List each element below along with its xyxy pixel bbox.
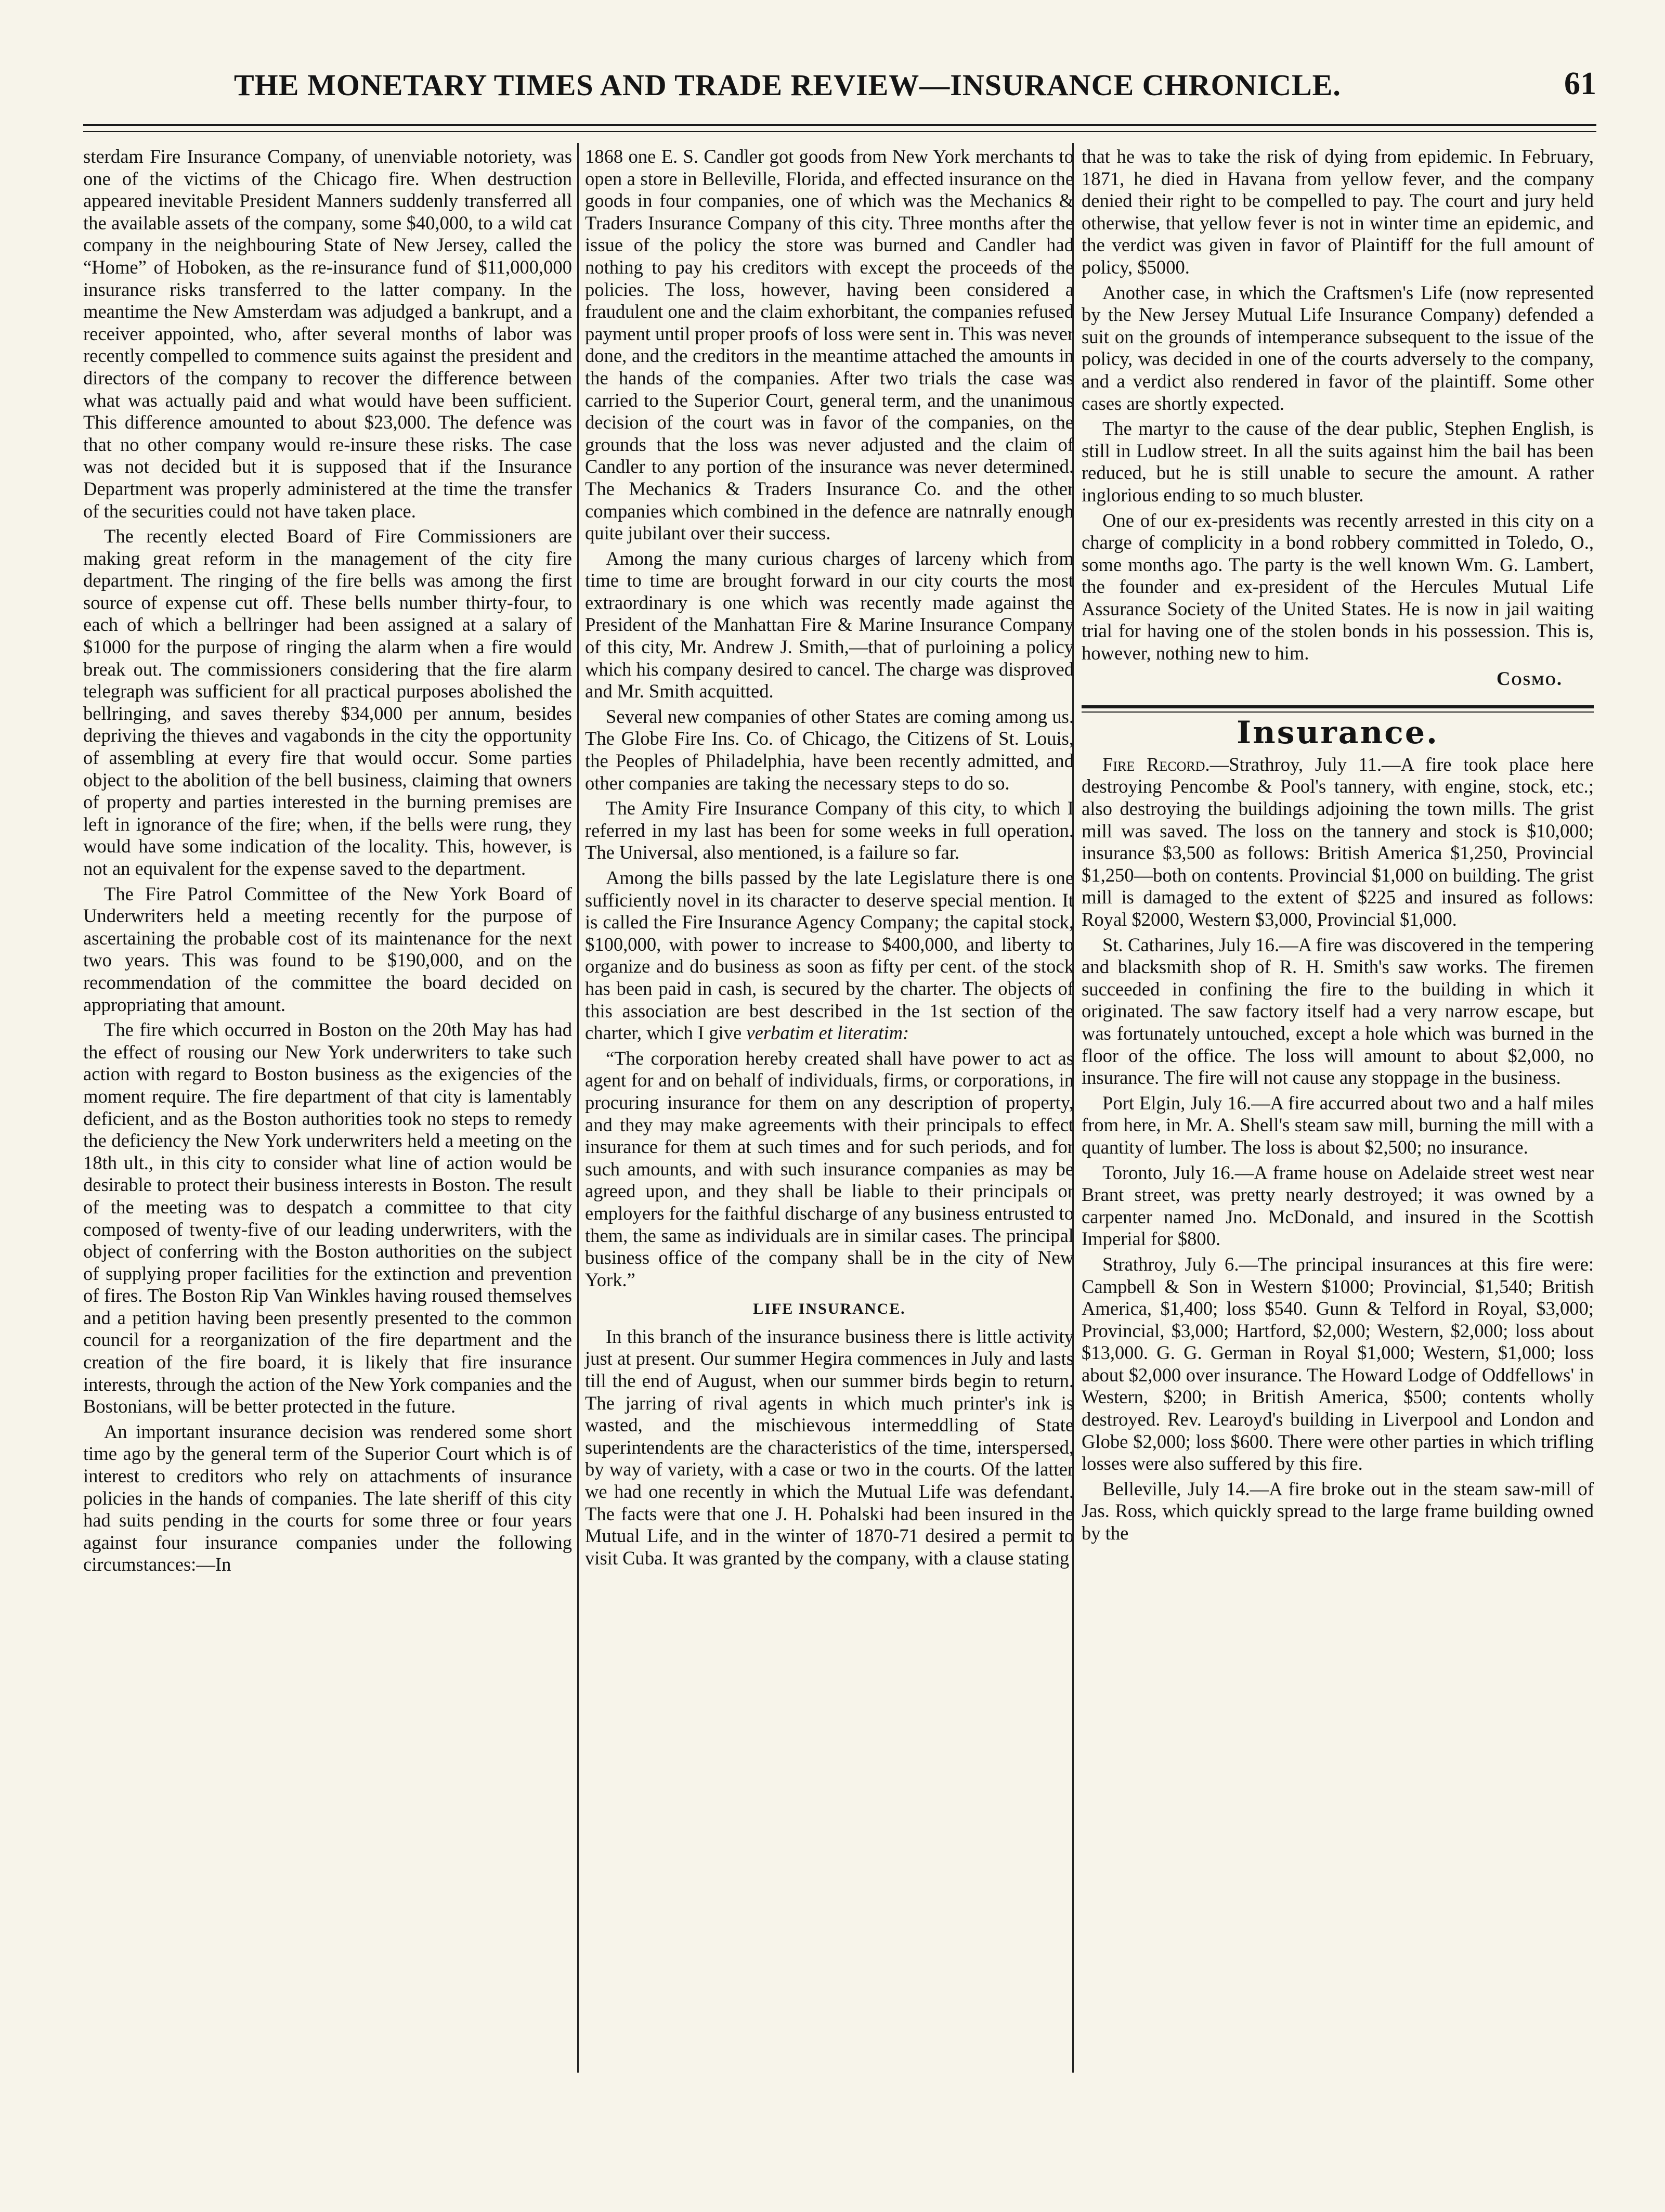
paragraph: The Fire Patrol Committee of the New York Board of Underwriters held a meeting recently for the purpose of ascertaining the probable cost of its maintenance for the next two years. This was found to be $190,000, and on the recommendation of the committee the board decided on appropriating that amount.	[83, 883, 572, 1015]
latin-phrase: verbatim et literatim:	[746, 1022, 909, 1044]
paragraph	[585, 867, 1074, 1044]
paragraph: Several new companies of other States are coming among us. The Globe Fire Ins. Co. of Chicago, the Citizens of St. Louis, the Peoples of Philadelphia, have been recently admitted, and other companies are taking the necessary steps to do so.	[585, 705, 1074, 794]
paragraph: An important insurance decision was rendered some short time ago by the general term of the Superior Court which is of interest to creditors who rely on attachments of insurance policies in the hands of companies. The late sheriff of this city had suits pending in the courts for some three or four years against four insurance companies under the following circumstances:—In	[83, 1420, 572, 1575]
header-rule-thick	[83, 124, 1596, 126]
paragraph: that he was to take the risk of dying from epidemic. In February, 1871, he died in Havana from yellow fever, and the company denied their right to be compelled to pay. The court and jury held otherwise, that yellow fever is not in winter time an epidemic, and the verdict was given in favor of Plaintiff for the full amount of policy, $5000.	[1082, 146, 1594, 278]
column-3	[1082, 146, 1594, 1548]
insurance-section-title: Insurance.	[1237, 715, 1439, 752]
fire-record-lead: Fire Record.	[1102, 753, 1210, 775]
column-divider-1	[577, 143, 579, 2073]
paragraph: Another case, in which the Craftsmen's Life (now represented by the New Jersey Mutual Life Insurance Company) defended a suit on the grounds of intemperance subsequent to the issue of the policy, was decided in one of the courts adversely to the company, and a verdict also rendered in favor of the plaintiff. Some other cases are shortly expected.	[1082, 281, 1594, 414]
life-insurance-heading: LIFE INSURANCE.	[753, 1300, 906, 1318]
paragraph: In this branch of the insurance business there is little activity just at present. Our summer Hegira commences in July and lasts till the end of August, when our summer birds begin to return. The jarring of rival agents in which much printer's ink is wasted, and the mischievous intermeddling of State superintendents are the characteristics of the time, interspersed, by way of variety, with a case or two in the courts. Of the latter we had one recently in which the Mutual Life was defendant. The facts were that one J. H. Pohalski had been insured in the Mutual Life, and in the winter of 1870-71 desired a permit to visit Cuba. It was granted by the company, with a clause stating	[585, 1325, 1074, 1569]
section-rule-thick	[1082, 705, 1594, 708]
column-2	[585, 146, 1074, 1572]
paragraph: 1868 one E. S. Candler got goods from New York merchants to open a store in Belleville, Florida, and effected insurance on the goods in four companies, one of which was the Mechanics & Traders Insurance Company of this city. Three months after the issue of the policy the store was burned and Candler had nothing to pay his creditors with except the proceeds of the policies. The loss, however, having been considered a fraudulent one and the claim exhorbitant, the companies refused payment until proper proofs of loss were sent in. This was never done, and the creditors in the meantime attached the amounts in the hands of the companies. After two trials the case was carried to the Superior Court, general term, and the unanimous decision of the court was in favor of the companies, on the grounds that the loss was never adjusted and the claim of Candler to any portion of the insurance was never determined. The Mechanics & Traders Insurance Co. and the other companies which combined in the defence are natnrally enough quite jubilant over their success.	[585, 146, 1074, 544]
paragraph: The Amity Fire Insurance Company of this city, to which I referred in my last has been for some weeks in full operation. The Universal, also mentioned, is a failure so far.	[585, 797, 1074, 863]
paragraph: Strathroy, July 6.—The principal insurances at this fire were: Campbell & Son in Western $1000; Provincial, $1,540; British America, $1,400; loss $540. Gunn & Telford in Royal, $3,000; Provincial, $3,000; Hartford, $2,000; Western, $2,000; loss about $13,000. G. G. German in Royal $1,000; Western, $1,000; loss about $2,000 over insurance. The Howard Lodge of Oddfellows' in Western, $200; in British America, $500; contents wholly destroyed. Rev. Learoyd's building in Liverpool and London and Globe $2,000; loss $600. There were other parties in which trifling losses were also suffered by this fire.	[1082, 1253, 1594, 1474]
header-rule-thin	[83, 131, 1596, 132]
paragraph	[1082, 754, 1594, 931]
paragraph: One of our ex-presidents was recently arrested in this city on a charge of complicity in a bond robbery committed in Toledo, O., some months ago. The party is the well known Wm. G. Lambert, the founder and ex-president of the Hercules Mutual Life Assurance Society of the United States. He is now in jail waiting trial for having one of the stolen bonds in his possession. This is, however, nothing new to him.	[1082, 509, 1594, 664]
paragraph: Port Elgin, July 16.—A fire accurred about two and a half miles from here, in Mr. A. Shell's steam saw mill, burning the mill with a quantity of lumber. The loss is about $2,500; no insurance.	[1082, 1092, 1594, 1158]
section-rule-thin	[1082, 712, 1594, 713]
paragraph: Toronto, July 16.—A frame house on Adelaide street west near Brant street, was pretty nearly destroyed; it was owned by a carpenter named Jno. McDonald, and insured in the Scottish Imperial for $800.	[1082, 1161, 1594, 1250]
paragraph-text: Among the bills passed by the late Legislature there is one sufficiently novel in its character to deserve special mention. It is called the Fire Insurance Agency Company; the capital stock, $100,000, with power to increase to $400,000, and liberty to organize and do business as soon as fifty per cent. of the stock has been paid in cash, is secured by the charter. The objects of this association are best described in the 1st section of the charter, which I give	[585, 867, 1074, 1044]
publication-title: THE MONETARY TIMES AND TRADE REVIEW—INSURANCE CHRONICLE.	[234, 68, 1341, 102]
charter-quote: “The corporation hereby created shall have power to act as agent for and on behalf of individuals, firms, or corporations, in procuring insurance for them on any description of property, and they may make agreements with their principals to effect insurance for them at such times and for such periods, and for such amounts, and with such insurance companies as may be agreed upon, and they shall be liable to their principals or employers for the faithful discharge of any business entrusted to them, the same as individuals are in similar cases. The principal business office of the company shall be in the city of New York.”	[585, 1047, 1074, 1290]
paragraph: The martyr to the cause of the dear public, Stephen English, is still in Ludlow street. In all the suits against him the bail has been reduced, but he is still unable to secure the amount. A rather inglorious ending to so much bluster.	[1082, 418, 1594, 506]
page-number: 61	[1564, 66, 1596, 101]
paragraph: sterdam Fire Insurance Company, of unenviable notoriety, was one of the victims of the Chicago fire. When destruction appeared inevitable President Manners suddenly transferred all the available assets of the company, some $40,000, to a wild cat company in the neighbouring State of New Jersey, called the “Home” of Hoboken, as the re-insurance fund of $11,000,000 insurance risks transferred to the latter company. In the meantime the New Amsterdam was adjudged a bankrupt, and a receiver appointed, who, after several months of labor was recently compelled to commence suits against the president and directors of the company to recover the difference between what was actually paid and what would have been sufficient. This difference amounted to about $23,000. The defence was that no other company would re-insure these risks. The case was not decided but it is supposed that if the Insurance Department was properly administered at the time the transfer of the securities could not have taken place.	[83, 146, 572, 522]
paragraph: The recently elected Board of Fire Commissioners are making great reform in the management of the city fire department. The ringing of the fire bells was among the first source of expense cut off. These bells number thirty-four, to each of which a bellringer had been assigned at a salary of $1000 for the purpose of ringing the alarm when a fire would break out. The commissioners considering that the fire alarm telegraph was sufficient for all practical purposes abolished the bellringing, and saves thereby $34,000 per annum, besides depriving the thieves and vagabonds in the city the opportunity of assembling at every fire that would occur. Some parties object to the abolition of the bell business, claiming that owners of property and parties interested in the burning premises are left in ignorance of the fire; when, if the bells were rung, they would have some indication of the locality. This, however, is not an equivalent for the expense saved to the department.	[83, 525, 572, 879]
column-1	[83, 146, 572, 1579]
paragraph: Belleville, July 14.—A fire broke out in the steam saw-mill of Jas. Ross, which quickly spread to the large frame building owned by the	[1082, 1478, 1594, 1544]
page-header	[78, 62, 1596, 120]
paragraph: The fire which occurred in Boston on the 20th May has had the effect of rousing our New York underwriters to take such action with regard to Boston business as the exigencies of the moment require. The fire department of that city is lamentably deficient, and as the Boston authorities took no steps to remedy the deficiency the New York underwriters held a meeting on the 18th ult., in this city to consider what line of action would be desirable to protect their business interests in Boston. The result of the meeting was to despatch a committee to that city composed of twenty-five of our leading underwriters, with the object of conferring with the Boston authorities on the subject of supplying proper facilities for the extinction and prevention of fires. The Boston Rip Van Winkles having roused themselves and a petition having been presently presented to the common council for a reorganization of the fire department and the creation of the fire board, it is likely that fire insurance interests, through the action of the New York companies and the Bostonians, will be better protected in the future.	[83, 1019, 572, 1417]
paragraph: St. Catharines, July 16.—A fire was discovered in the tempering and blacksmith shop of R. H. Smith's saw works. The firemen succeeded in confining the fire to the building in which it originated. The saw factory itself had a very narrow escape, but was fortunately untouched, except a hole which was burned in the floor of the office. The loss will amount to about $2,000, no insurance. The fire will not cause any stoppage in the business.	[1082, 934, 1594, 1089]
author-signature: Cosmo.	[1496, 667, 1563, 689]
paragraph-text: —Strathroy, July 11.—A fire took place here destroying Pencombe & Pool's tannery, with engine, stock, etc.; also destroying the buildings adjoining the town mills. The grist mill was saved. The loss on the tannery and stock is $10,000; insurance $3,500 as follows: British America $1,250, Provincial $1,250—both on contents. Provincial $1,000 on building. The grist mill is damaged to the extent of $225 and insured as follows: Royal $2000, Western $3,000, Provincial $1,000.	[1082, 753, 1594, 930]
paragraph: Among the many curious charges of larceny which from time to time are brought forward in our city courts the most extraordinary is one which was recently made against the President of the Manhattan Fire & Marine Insurance Company of this city, Mr. Andrew J. Smith,—that of purloining a policy which his company desired to cancel. The charge was disproved and Mr. Smith acquitted.	[585, 547, 1074, 702]
